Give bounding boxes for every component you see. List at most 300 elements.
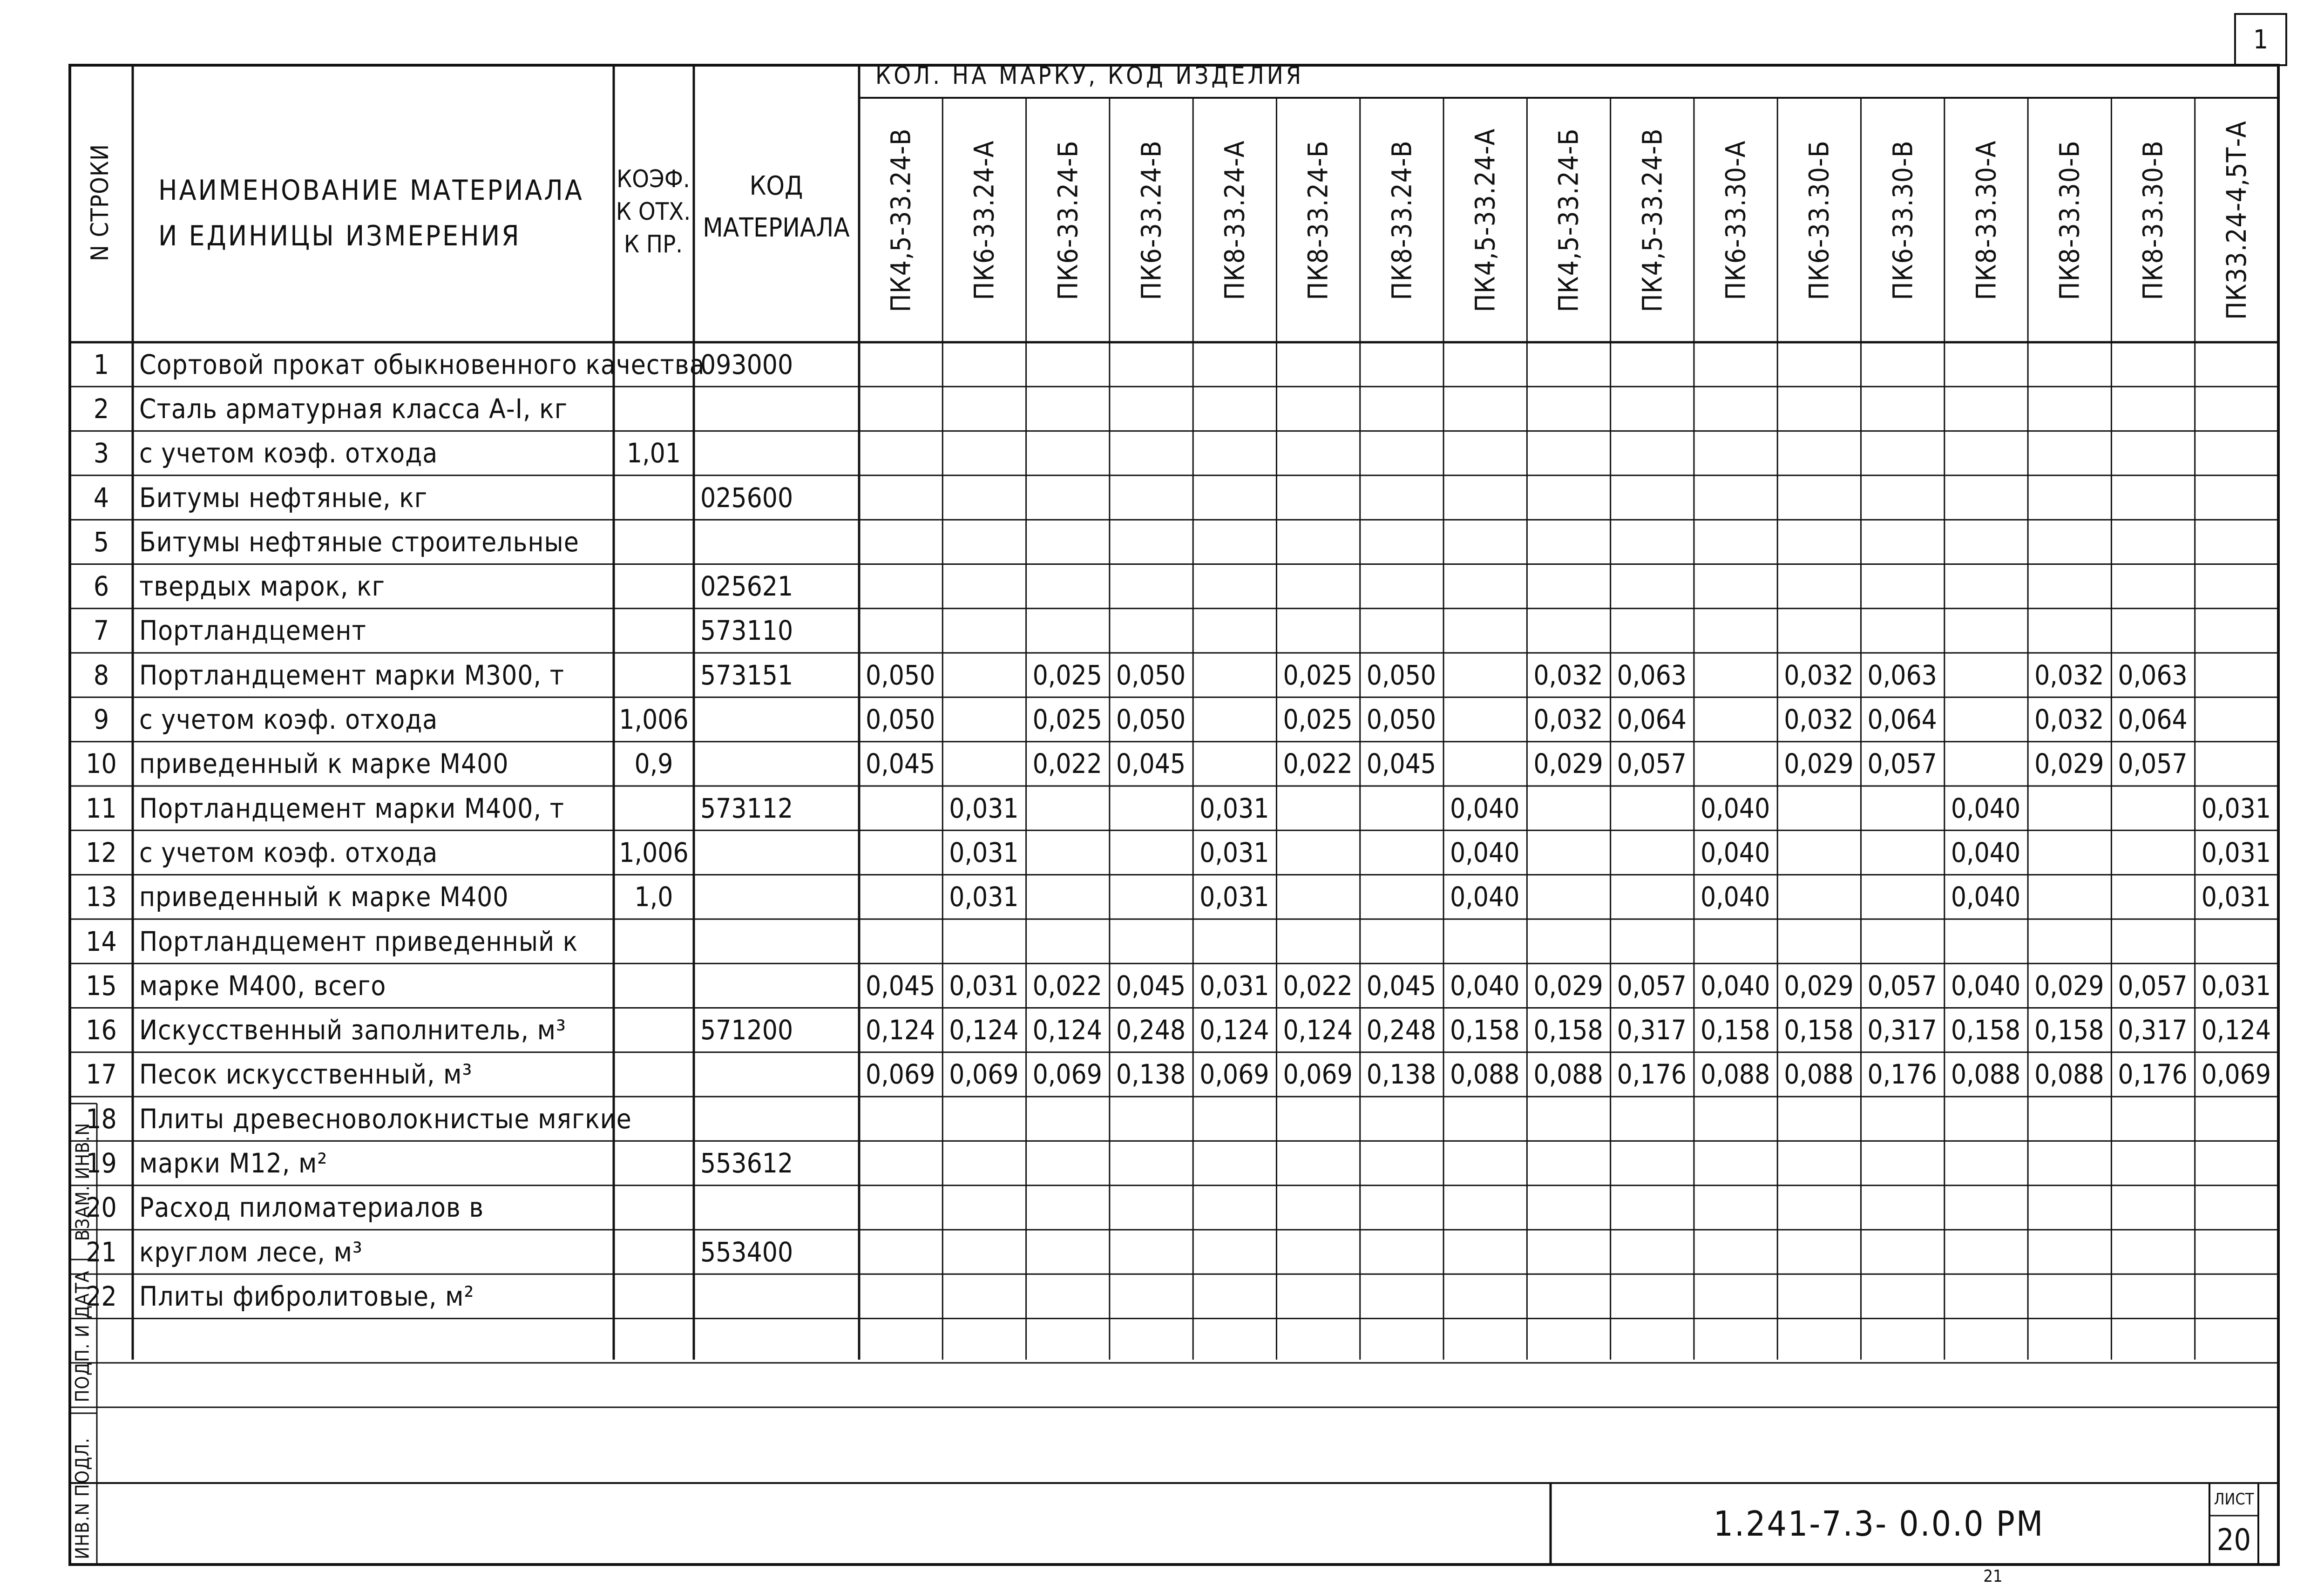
quantity-cell — [2195, 386, 2278, 431]
quantity-cell — [1443, 1274, 1527, 1318]
material-name: круглом лесе, м³ — [139, 1236, 363, 1268]
coefficient: 1,01 — [626, 437, 681, 469]
quantity-cell — [2111, 609, 2195, 653]
quantity-cell — [1611, 475, 1694, 520]
quantity-cell: 0,032 — [1533, 704, 1603, 736]
material-code: 025600 — [700, 481, 793, 514]
quantity-cell — [1110, 520, 1193, 564]
header-material-name: НАИМЕНОВАНИЕ МАТЕРИАЛА И ЕДИНИЦЫ ИЗМЕРЕНИЯ — [158, 174, 584, 252]
quantity-cell: 0,317 — [1867, 1014, 1937, 1046]
quantity-cell — [1694, 386, 1777, 431]
quantity-cell: 0,040 — [1951, 792, 2021, 824]
quantity-cell — [1694, 1141, 1777, 1185]
quantity-cell — [2195, 564, 2278, 609]
quantity-cell: 0,040 — [1951, 881, 2021, 913]
quantity-cell — [1026, 1141, 1110, 1185]
quantity-cell — [2028, 1230, 2111, 1274]
quantity-cell — [1694, 520, 1777, 564]
quantity-cell — [1276, 564, 1360, 609]
quantity-cell — [1777, 386, 1861, 431]
quantity-cell — [1861, 1186, 1945, 1230]
row-number: 16 — [86, 1014, 117, 1046]
quantity-cell — [2195, 1274, 2278, 1318]
quantity-cell — [1110, 1097, 1193, 1141]
quantity-cell — [1360, 786, 1443, 830]
quantity-cell — [1694, 475, 1777, 520]
quantity-cell — [1276, 1141, 1360, 1185]
quantity-cell — [859, 830, 942, 874]
quantity-cell — [1026, 564, 1110, 609]
quantity-cell — [2028, 830, 2111, 874]
row-number: 12 — [86, 836, 117, 868]
coefficient — [614, 342, 694, 386]
quantity-cell — [1193, 520, 1276, 564]
row-number: 8 — [93, 659, 109, 691]
material-code — [694, 1052, 859, 1097]
material-code — [694, 1186, 859, 1230]
quantity-cell: 0,032 — [1533, 659, 1603, 691]
quantity-cell — [859, 875, 942, 919]
quantity-cell — [1443, 342, 1527, 386]
material-name: приведенный к марке М400 — [139, 881, 509, 913]
quantity-cell: 0,088 — [1533, 1058, 1603, 1091]
quantity-cell — [1443, 386, 1527, 431]
quantity-cell — [1777, 786, 1861, 830]
quantity-cell: 0,124 — [866, 1014, 935, 1046]
stamp-replacement-inv: ВЗАМ. ИНВ.N — [72, 1122, 94, 1241]
quantity-cell — [1611, 1230, 1694, 1274]
quantity-cell — [1527, 564, 1610, 609]
quantity-cell — [2195, 475, 2278, 520]
quantity-cell — [1527, 431, 1610, 475]
quantity-cell — [1443, 1230, 1527, 1274]
coefficient — [614, 564, 694, 609]
product-code-label: ПК4,5-33.24-В — [1636, 128, 1668, 312]
quantity-cell: 0,031 — [1199, 881, 1269, 913]
quantity-cell: 0,176 — [1617, 1058, 1687, 1091]
quantity-cell — [1360, 1274, 1443, 1318]
quantity-cell — [1527, 342, 1610, 386]
quantity-cell — [2195, 1186, 2278, 1230]
quantity-cell — [1527, 1230, 1610, 1274]
quantity-cell: 0,124 — [2201, 1014, 2271, 1046]
quantity-cell — [1443, 431, 1527, 475]
quantity-cell — [1110, 386, 1193, 431]
material-code: 025621 — [700, 570, 793, 603]
material-code: 573151 — [700, 659, 793, 691]
quantity-cell — [1694, 431, 1777, 475]
quantity-cell — [2111, 386, 2195, 431]
material-code — [694, 963, 859, 1008]
quantity-cell — [2111, 830, 2195, 874]
quantity-cell — [1360, 609, 1443, 653]
quantity-cell — [859, 520, 942, 564]
product-code-header — [1527, 107, 1610, 333]
quantity-cell — [2028, 1097, 2111, 1141]
quantity-cell: 0,045 — [1366, 969, 1436, 1002]
quantity-cell: 0,025 — [1283, 659, 1353, 691]
product-code-header — [1777, 107, 1861, 333]
quantity-cell — [2111, 786, 2195, 830]
quantity-cell — [1777, 875, 1861, 919]
quantity-cell: 0,032 — [2034, 659, 2104, 691]
quantity-cell — [1777, 431, 1861, 475]
quantity-cell — [1527, 786, 1610, 830]
quantity-cell: 0,031 — [949, 836, 1019, 868]
product-code-label: ПК4,5-33.24-А — [1469, 128, 1501, 312]
quantity-cell: 0,031 — [949, 881, 1019, 913]
quantity-cell — [2028, 919, 2111, 963]
quantity-cell — [2195, 742, 2278, 786]
quantity-cell — [1611, 875, 1694, 919]
product-code-label: ПК4,5-33.24-В — [885, 128, 917, 312]
quantity-cell: 0,057 — [2118, 969, 2188, 1002]
header-coefficient: КОЭФ. К ОТХ. К ПР. — [616, 165, 691, 258]
quantity-cell — [1694, 1097, 1777, 1141]
quantity-cell — [1861, 919, 1945, 963]
quantity-cell — [859, 609, 942, 653]
quantity-cell: 0,022 — [1032, 969, 1102, 1002]
quantity-cell — [1276, 475, 1360, 520]
quantity-cell — [1945, 919, 2028, 963]
quantity-cell: 0,029 — [1784, 748, 1854, 780]
quantity-cell — [1193, 653, 1276, 697]
quantity-cell: 0,050 — [1366, 659, 1436, 691]
quantity-cell — [1611, 520, 1694, 564]
quantity-cell — [1777, 609, 1861, 653]
quantity-cell — [1945, 609, 2028, 653]
document-designation: 1.241-7.3- 0.0.0 РМ — [1713, 1504, 2045, 1544]
coefficient — [614, 1274, 694, 1318]
quantity-cell — [2111, 919, 2195, 963]
quantity-cell — [1694, 697, 1777, 741]
quantity-cell — [942, 609, 1026, 653]
material-code — [694, 520, 859, 564]
quantity-cell — [859, 1097, 942, 1141]
quantity-cell — [942, 564, 1026, 609]
quantity-cell — [942, 697, 1026, 741]
quantity-cell: 0,064 — [2118, 704, 2188, 736]
product-code-label: ПК8-33.30-Б — [2053, 140, 2086, 300]
quantity-cell — [1527, 1141, 1610, 1185]
quantity-cell — [1193, 431, 1276, 475]
quantity-cell — [942, 1097, 1026, 1141]
quantity-cell — [1694, 342, 1777, 386]
quantity-cell: 0,022 — [1032, 748, 1102, 780]
quantity-cell: 0,029 — [1784, 969, 1854, 1002]
quantity-cell — [1861, 830, 1945, 874]
product-code-label: ПК6-33.24-Б — [1052, 140, 1084, 300]
product-code-label: ПК6-33.30-В — [1887, 140, 1919, 300]
quantity-cell: 0,158 — [1700, 1014, 1770, 1046]
quantity-cell — [1527, 830, 1610, 874]
quantity-cell: 0,317 — [1617, 1014, 1687, 1046]
quantity-cell — [1861, 1274, 1945, 1318]
quantity-cell — [2028, 342, 2111, 386]
material-name: с учетом коэф. отхода — [139, 437, 438, 469]
quantity-cell: 0,031 — [1199, 792, 1269, 824]
quantity-cell — [1026, 786, 1110, 830]
material-code: 573112 — [700, 792, 793, 824]
quantity-cell — [1611, 1141, 1694, 1185]
material-name: Искусственный заполнитель, м³ — [139, 1014, 566, 1046]
quantity-cell: 0,031 — [1199, 836, 1269, 868]
quantity-cell — [1694, 742, 1777, 786]
quantity-cell — [1110, 830, 1193, 874]
quantity-cell: 0,057 — [1867, 969, 1937, 1002]
quantity-cell: 0,158 — [1533, 1014, 1603, 1046]
quantity-cell — [859, 342, 942, 386]
quantity-cell: 0,088 — [1784, 1058, 1854, 1091]
quantity-cell — [1110, 1141, 1193, 1185]
coefficient — [614, 386, 694, 431]
quantity-cell — [2028, 875, 2111, 919]
product-code-label: ПК8-33.24-А — [1219, 140, 1251, 300]
quantity-cell — [942, 1141, 1026, 1185]
material-code — [694, 431, 859, 475]
quantity-cell — [1611, 342, 1694, 386]
quantity-cell: 0,031 — [949, 792, 1019, 824]
row-number: 15 — [86, 969, 117, 1002]
quantity-cell: 0,138 — [1366, 1058, 1436, 1091]
quantity-cell: 0,040 — [1951, 969, 2021, 1002]
product-code-label: ПК33.24-4,5Т-А — [2221, 120, 2253, 320]
quantity-cell: 0,124 — [949, 1014, 1019, 1046]
row-number: 11 — [86, 792, 117, 824]
material-code: 093000 — [700, 348, 793, 380]
quantity-cell: 0,176 — [1867, 1058, 1937, 1091]
quantity-cell — [2028, 609, 2111, 653]
quantity-cell: 0,040 — [1700, 792, 1770, 824]
product-code-header — [1694, 107, 1777, 333]
material-code — [694, 742, 859, 786]
quantity-cell — [1861, 1141, 1945, 1185]
product-code-label: ПК8-33.30-В — [2137, 140, 2169, 300]
quantity-cell — [1443, 1097, 1527, 1141]
quantity-cell — [1611, 1274, 1694, 1318]
quantity-cell: 0,045 — [1366, 748, 1436, 780]
quantity-cell — [2195, 919, 2278, 963]
row-number: 6 — [93, 570, 109, 603]
material-code: 553612 — [700, 1147, 793, 1179]
quantity-cell — [2195, 342, 2278, 386]
product-code-header — [1443, 107, 1527, 333]
quantity-cell — [2195, 1230, 2278, 1274]
quantity-cell: 0,069 — [866, 1058, 935, 1091]
quantity-cell: 0,050 — [866, 704, 935, 736]
quantity-cell — [1443, 1186, 1527, 1230]
material-name: Битумы нефтяные, кг — [139, 481, 428, 514]
quantity-cell — [1193, 564, 1276, 609]
quantity-cell — [1611, 919, 1694, 963]
quantity-cell — [1945, 653, 2028, 697]
quantity-cell — [1360, 919, 1443, 963]
quantity-cell — [2028, 564, 2111, 609]
product-code-label: ПК8-33.24-Б — [1302, 140, 1335, 300]
quantity-cell — [1360, 830, 1443, 874]
coefficient: 1,0 — [634, 881, 673, 913]
material-name: Портландцемент — [139, 615, 366, 647]
quantity-cell — [859, 431, 942, 475]
quantity-cell: 0,057 — [1617, 969, 1687, 1002]
quantity-cell — [2028, 431, 2111, 475]
product-code-header — [942, 107, 1026, 333]
product-code-header — [1193, 107, 1276, 333]
quantity-cell — [1527, 1097, 1610, 1141]
quantity-cell: 0,050 — [866, 659, 935, 691]
quantity-cell — [1861, 431, 1945, 475]
quantity-cell: 0,029 — [1533, 748, 1603, 780]
material-code — [694, 386, 859, 431]
coefficient: 1,006 — [619, 704, 689, 736]
quantity-cell: 0,040 — [1450, 836, 1520, 868]
quantity-cell — [1527, 919, 1610, 963]
quantity-cell: 0,069 — [1199, 1058, 1269, 1091]
quantity-cell: 0,040 — [1450, 881, 1520, 913]
quantity-cell: 0,064 — [1617, 704, 1687, 736]
quantity-cell: 0,022 — [1283, 969, 1353, 1002]
quantity-cell — [2111, 1141, 2195, 1185]
material-name: с учетом коэф. отхода — [139, 704, 438, 736]
quantity-cell — [1276, 520, 1360, 564]
quantity-cell — [942, 431, 1026, 475]
quantity-cell — [1777, 1141, 1861, 1185]
row-number: 21 — [86, 1236, 117, 1268]
quantity-cell — [1360, 875, 1443, 919]
quantity-cell — [1527, 475, 1610, 520]
quantity-cell — [942, 919, 1026, 963]
quantity-cell: 0,124 — [1283, 1014, 1353, 1046]
quantity-cell — [2111, 520, 2195, 564]
quantity-cell — [1193, 919, 1276, 963]
row-number: 13 — [86, 881, 117, 913]
quantity-cell — [1945, 1141, 2028, 1185]
quantity-cell — [1026, 431, 1110, 475]
material-code — [694, 919, 859, 963]
quantity-cell — [1694, 1274, 1777, 1318]
quantity-cell — [1026, 1186, 1110, 1230]
quantity-cell — [859, 1230, 942, 1274]
quantity-cell — [1026, 1097, 1110, 1141]
quantity-cell: 0,040 — [1450, 792, 1520, 824]
sheet-label: ЛИСТ — [2214, 1490, 2254, 1509]
quantity-cell — [1527, 875, 1610, 919]
quantity-cell — [859, 386, 942, 431]
quantity-cell: 0,031 — [1199, 969, 1269, 1002]
quantity-cell — [1360, 520, 1443, 564]
row-number: 19 — [86, 1147, 117, 1179]
product-code-header — [1945, 107, 2028, 333]
material-name: Сортовой прокат обыкновенного качества — [139, 348, 705, 380]
row-number: 22 — [86, 1280, 117, 1312]
coefficient: 0,9 — [634, 748, 673, 780]
quantity-cell — [1945, 1230, 2028, 1274]
quantity-cell — [1276, 875, 1360, 919]
quantity-cell — [1945, 386, 2028, 431]
quantity-cell — [1360, 1141, 1443, 1185]
quantity-cell — [2111, 564, 2195, 609]
quantity-cell: 0,088 — [1450, 1058, 1520, 1091]
coefficient — [614, 1141, 694, 1185]
quantity-cell — [1026, 1230, 1110, 1274]
quantity-cell — [1777, 1230, 1861, 1274]
material-code — [694, 875, 859, 919]
quantity-cell — [942, 1230, 1026, 1274]
quantity-cell — [1611, 564, 1694, 609]
material-name: Плиты древесноволокнистые мягкие — [139, 1103, 632, 1135]
quantity-cell — [1360, 342, 1443, 386]
quantity-cell — [1110, 875, 1193, 919]
quantity-cell — [1360, 1097, 1443, 1141]
quantity-cell: 0,063 — [2118, 659, 2188, 691]
coefficient — [614, 963, 694, 1008]
quantity-cell — [942, 386, 1026, 431]
quantity-cell: 0,088 — [1951, 1058, 2021, 1091]
material-name: Песок искусственный, м³ — [139, 1058, 473, 1091]
quantity-cell — [2195, 520, 2278, 564]
quantity-cell — [1276, 609, 1360, 653]
quantity-cell — [1945, 431, 2028, 475]
quantity-cell: 0,045 — [1116, 969, 1186, 1002]
product-code-header — [1360, 107, 1443, 333]
coefficient — [614, 475, 694, 520]
stamp-signature-date: ПОДП. И ДАТА — [72, 1270, 94, 1402]
material-name: Плиты фибролитовые, м² — [139, 1280, 474, 1312]
quantity-cell — [2195, 697, 2278, 741]
row-number: 1 — [93, 348, 109, 380]
quantity-cell — [1110, 1186, 1193, 1230]
material-name: твердых марок, кг — [139, 570, 386, 603]
quantity-cell — [2111, 1186, 2195, 1230]
quantity-cell — [1026, 830, 1110, 874]
quantity-cell — [1276, 1186, 1360, 1230]
quantity-cell — [1193, 1141, 1276, 1185]
coefficient — [614, 1230, 694, 1274]
quantity-cell — [1777, 830, 1861, 874]
quantity-cell: 0,124 — [1199, 1014, 1269, 1046]
coefficient: 1,006 — [619, 836, 689, 868]
quantity-cell: 0,029 — [2034, 969, 2104, 1002]
header-group-title: КОЛ. НА МАРКУ, КОД ИЗДЕЛИЯ — [875, 62, 1304, 90]
quantity-cell: 0,032 — [1784, 659, 1854, 691]
quantity-cell: 0,031 — [2201, 836, 2271, 868]
product-code-label: ПК6-33.30-А — [1720, 140, 1752, 300]
quantity-cell — [2195, 1141, 2278, 1185]
quantity-cell — [1945, 1186, 2028, 1230]
quantity-cell: 0,032 — [2034, 704, 2104, 736]
coefficient — [614, 1097, 694, 1141]
quantity-cell — [1193, 1097, 1276, 1141]
quantity-cell — [2111, 475, 2195, 520]
quantity-cell: 0,063 — [1867, 659, 1937, 691]
quantity-cell — [2028, 1186, 2111, 1230]
quantity-cell — [859, 1186, 942, 1230]
quantity-cell: 0,069 — [1283, 1058, 1353, 1091]
row-number: 10 — [86, 748, 117, 780]
material-code: 573110 — [700, 615, 793, 647]
quantity-cell: 0,158 — [1450, 1014, 1520, 1046]
quantity-cell — [1026, 520, 1110, 564]
quantity-cell — [1945, 520, 2028, 564]
quantity-cell: 0,317 — [2118, 1014, 2188, 1046]
quantity-cell — [1110, 431, 1193, 475]
material-code: 571200 — [700, 1014, 793, 1046]
product-code-header — [859, 107, 942, 333]
coefficient — [614, 1008, 694, 1052]
quantity-cell — [1777, 919, 1861, 963]
quantity-cell — [1443, 609, 1527, 653]
header-row-number: N СТРОКИ — [86, 143, 114, 262]
